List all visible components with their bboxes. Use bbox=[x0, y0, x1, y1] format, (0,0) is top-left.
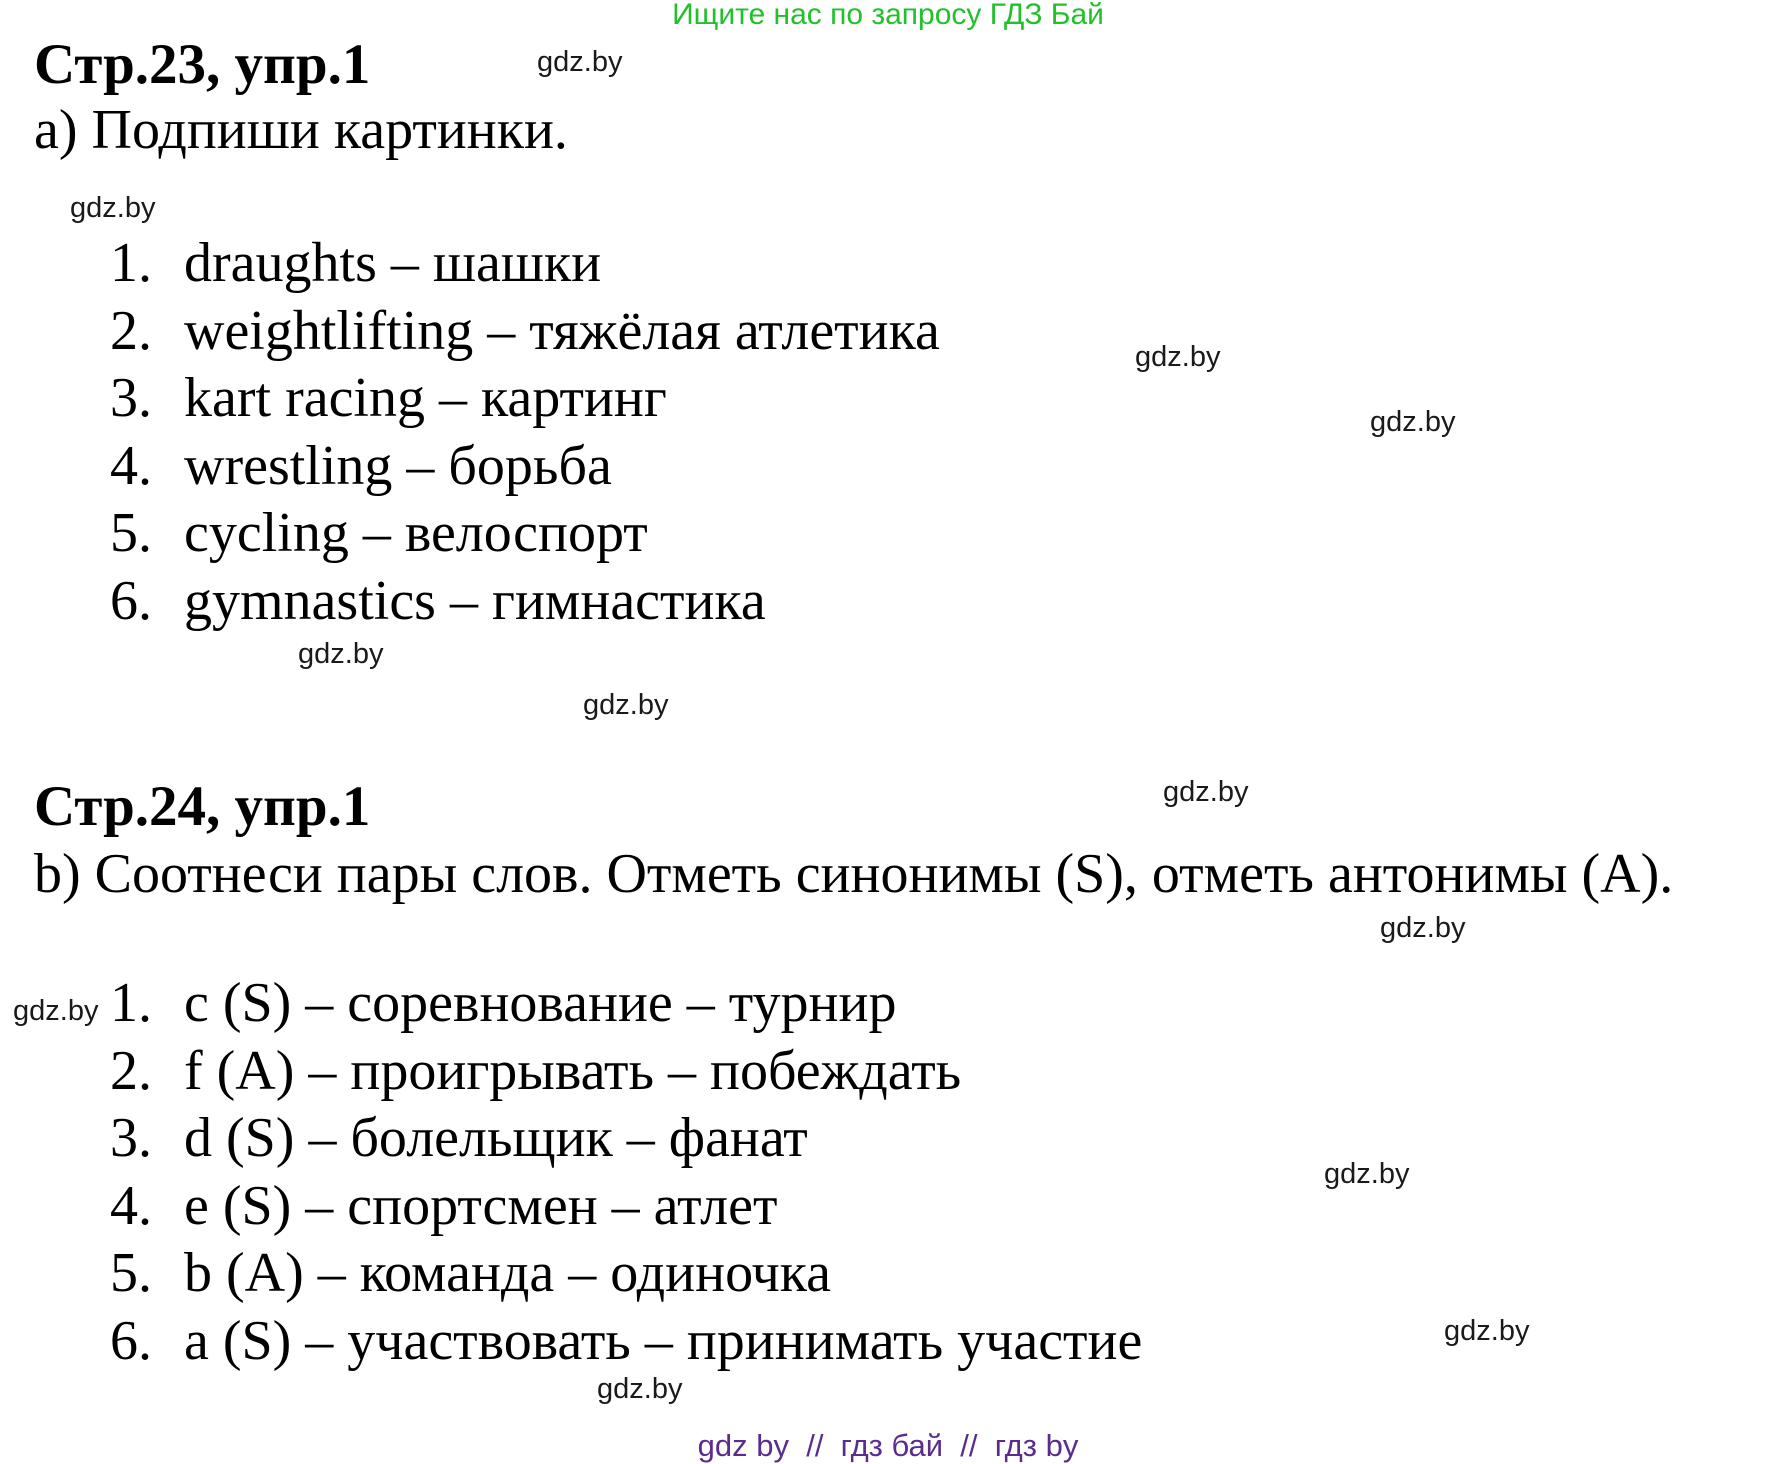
item-text: d (S) – болельщик – фанат bbox=[184, 1107, 808, 1169]
section2-heading: Стр.24, упр.1 bbox=[34, 775, 371, 838]
item-number: 6. bbox=[110, 1309, 152, 1372]
item-text: b (A) – команда – одиночка bbox=[184, 1242, 832, 1304]
section1-instruction: a) Подпиши картинки. bbox=[34, 99, 568, 161]
item-number: 3. bbox=[110, 367, 152, 429]
item-text: gymnastics – гимнастика bbox=[184, 569, 766, 632]
section1-heading: Стр.23, упр.1 bbox=[34, 33, 371, 96]
watermark: gdz.by bbox=[1135, 341, 1221, 373]
watermark: gdz.by bbox=[583, 689, 669, 721]
item-number: 1. bbox=[110, 232, 152, 294]
watermark: gdz.by bbox=[597, 1373, 683, 1405]
top-banner: Ищите нас по запросу ГДЗ Бай bbox=[672, 0, 1104, 31]
item-number: 2. bbox=[110, 1039, 152, 1102]
watermark: gdz.by bbox=[298, 638, 384, 670]
watermark: gdz.by bbox=[1163, 776, 1249, 808]
item-text: f (A) – проигрывать – побеждать bbox=[184, 1039, 962, 1102]
footer-watermark: gdz by // гдз бай // гдз by bbox=[697, 1428, 1079, 1463]
item-text: a (S) – участвовать – принимать участие bbox=[184, 1309, 1143, 1372]
watermark: gdz.by bbox=[537, 46, 623, 78]
section2-instruction: b) Соотнеси пары слов. Отметь синонимы (S), отметь антонимы (A). bbox=[34, 843, 1674, 905]
item-text: c (S) – соревнование – турнир bbox=[184, 972, 897, 1034]
item-number: 5. bbox=[110, 502, 152, 564]
item-number: 2. bbox=[110, 299, 152, 362]
item-text: cycling – велоспорт bbox=[184, 502, 648, 564]
item-text: wrestling – борьба bbox=[184, 434, 612, 497]
item-text: e (S) – спортсмен – атлет bbox=[184, 1174, 778, 1237]
item-number: 5. bbox=[110, 1242, 152, 1304]
watermark: gdz.by bbox=[1370, 406, 1456, 438]
watermark: gdz.by bbox=[70, 192, 156, 224]
item-text: draughts – шашки bbox=[184, 232, 602, 294]
watermark: gdz.by bbox=[13, 995, 99, 1027]
item-number: 4. bbox=[110, 1174, 152, 1237]
watermark: gdz.by bbox=[1380, 912, 1466, 944]
watermark: gdz.by bbox=[1324, 1158, 1410, 1190]
item-number: 4. bbox=[110, 434, 152, 497]
item-number: 1. bbox=[110, 972, 152, 1034]
item-text: weightlifting – тяжёлая атлетика bbox=[184, 299, 940, 362]
item-number: 3. bbox=[110, 1107, 152, 1169]
item-text: kart racing – картинг bbox=[184, 367, 667, 429]
item-number: 6. bbox=[110, 569, 152, 632]
watermark: gdz.by bbox=[1444, 1315, 1530, 1347]
